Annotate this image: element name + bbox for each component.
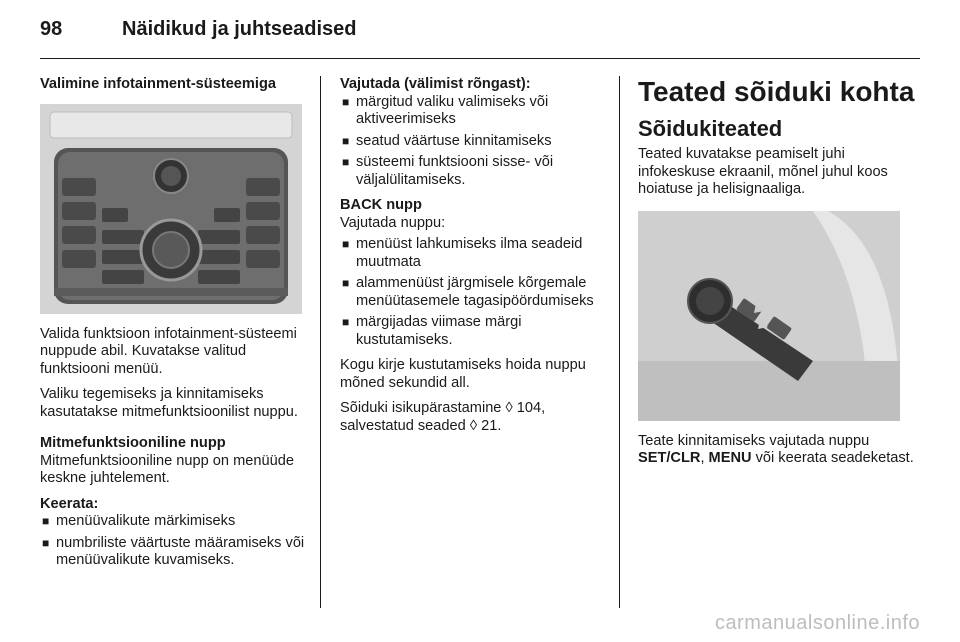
page-ref-arrow-icon: ◊: [469, 417, 478, 434]
press-label: Vajutada (välimist rõngast):: [340, 76, 531, 92]
list-item: ■ süsteemi funktsiooni sisse- või väljalülitamiseks.: [342, 154, 554, 188]
list-item: ■ menüüst lahkumiseks ilma seadeid muutmata: [342, 236, 583, 270]
page-number: 98: [40, 18, 63, 40]
steering-stalk-figure: [638, 211, 900, 421]
back-list: [340, 236, 608, 349]
infotainment-panel-figure: [40, 104, 302, 314]
column-2: [340, 76, 608, 443]
list-item: ■ märgijadas viimase märgi kustutamiseks.: [342, 314, 522, 348]
page-link[interactable]: 104,: [512, 400, 546, 416]
paragraph: Teated kuvatakse peamiselt juhi infokeskuse ekraanil, mõnel juhul koos hoiatuse ja helisignaaliga.: [638, 146, 888, 197]
list-item: ■ numbriliste väärtuste määramiseks või menüüvalikute kuvamiseks.: [42, 534, 305, 568]
list-item: ■ menüüvalikute märkimiseks: [42, 513, 236, 529]
page-header: [40, 18, 920, 46]
paragraph: Kogu kirje kustutamiseks hoida nuppu mõned sekundid all.: [340, 357, 586, 391]
column-divider-2: [619, 76, 620, 608]
paragraph: Valida funktsioon infotainment-süsteemi nuppude abil. Kuvatakse valitud funktsiooni menüü.: [40, 325, 297, 377]
infotainment-panel-illustration: [40, 104, 302, 314]
bullet-icon: ■: [42, 514, 50, 528]
paragraph: Mitmefunktsiooniline nupp on menüüde keskne juhtelement.: [40, 452, 294, 486]
page-title: Näidikud ja juhtseadised: [122, 18, 357, 40]
subheading-multifunction-knob: Mitmefunktsiooniline nupp: [40, 435, 226, 451]
confirm-paragraph: Teate kinnitamiseks vajutada nuppu SET/CLR, MENU või keerata seadeketast.: [638, 432, 914, 466]
page-link[interactable]: 21.: [477, 417, 502, 434]
menu-key-label: MENU: [708, 450, 752, 466]
list-item: ■ märgitud valiku valimiseks või aktiveerimiseks: [342, 93, 549, 127]
column-1: [40, 76, 306, 578]
cross-reference-paragraph: Sõiduki isikupärastamine ◊ 104, salvestatud seaded ◊ 21.: [340, 400, 546, 434]
bullet-icon: ■: [342, 315, 350, 329]
back-button-heading: BACK nupp: [340, 197, 422, 213]
steering-stalk-illustration: [638, 211, 900, 421]
bullet-icon: ■: [342, 276, 350, 290]
bullet-icon: ■: [342, 155, 350, 169]
header-rule: [40, 58, 920, 59]
list-item: ■ seatud väärtuse kinnitamiseks: [342, 132, 552, 149]
set-clr-key-label: SET/CLR: [638, 450, 701, 466]
bullet-icon: ■: [342, 237, 350, 251]
turn-label: Keerata:: [40, 495, 99, 512]
press-list: [340, 94, 608, 190]
turn-list: [40, 513, 306, 570]
section-heading: Valimine infotainment-süsteemiga: [40, 76, 276, 92]
list-item: ■ alammenüüst järgmisele kõrgemale menüütasemele tagasipöördumiseks: [342, 275, 594, 309]
paragraph: Valiku tegemiseks ja kinnitamiseks kasutatakse mitmefunktsioonilist nuppu.: [40, 386, 298, 420]
page-ref-arrow-icon: ◊: [505, 400, 513, 416]
column-3: [638, 76, 918, 476]
bullet-icon: ■: [342, 94, 350, 109]
bullet-icon: ■: [342, 133, 350, 148]
watermark: carmanualsonline.info: [714, 612, 920, 634]
column-divider-1: [320, 76, 321, 608]
section-subtitle: Sõidukiteated: [638, 116, 783, 141]
paragraph: Vajutada nuppu:: [340, 214, 446, 231]
bullet-icon: ■: [42, 535, 50, 550]
section-title: Teated sõiduki kohta: [638, 76, 915, 107]
